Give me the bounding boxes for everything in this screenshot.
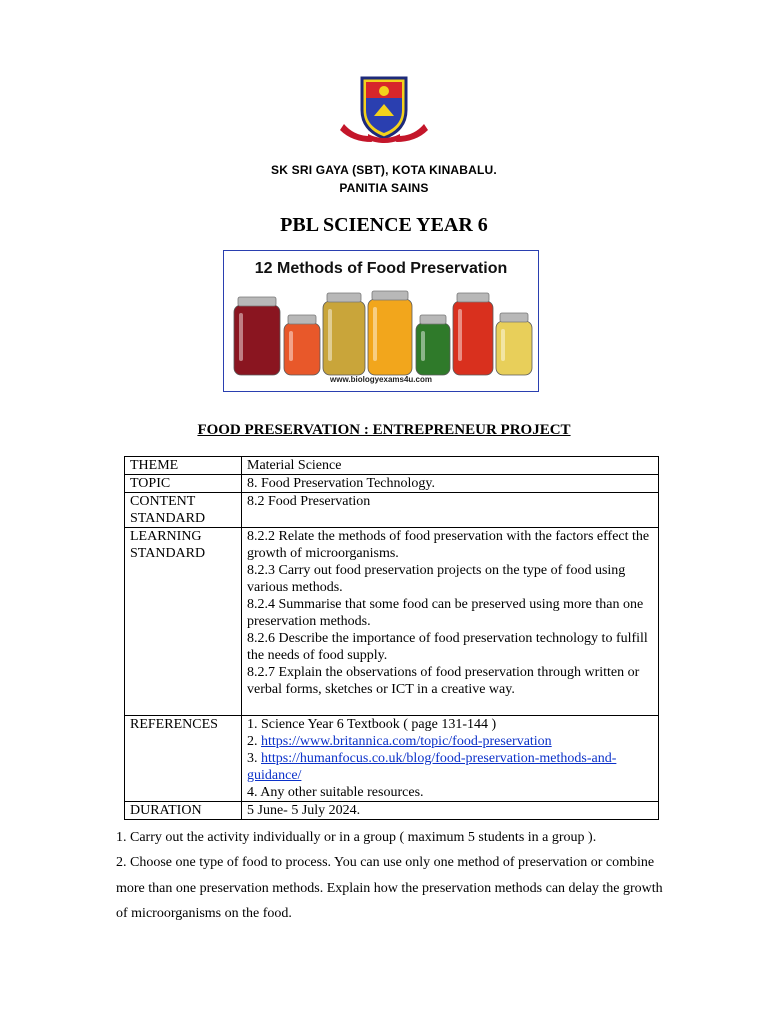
project-info-table [124,456,659,820]
jar-1 [234,297,280,375]
school-name: SK SRI GAYA (SBT), KOTA KINABALU. [271,163,497,177]
reference-text: 3. [247,751,261,766]
row-label: DURATION [125,802,242,820]
instruction-2: 2. Choose one type of food to process. You can use only one method of preservation or combine more than one preservation methods. Explain how the preservation methods can delay the growth of microorganisms on the food. [116,855,663,921]
jar-2 [284,315,320,375]
document-title: PBL SCIENCE YEAR 6 [280,214,488,236]
instruction-1: 1. Carry out the activity individually or in a group ( maximum 5 students in a group ). [116,830,597,845]
row-value [242,528,659,716]
row-value-line: 8.2 Food Preservation [247,494,371,509]
jar-3 [323,293,365,375]
row-value-line: 8.2.6 Describe the importance of food preservation technology to fulfill the needs of food supply. [247,631,648,663]
row-value-line: 8.2.3 Carry out food preservation projects on the type of food using various methods. [247,563,626,595]
jar-4 [368,291,412,375]
table-row-duration [125,802,659,820]
row-value-line: 8.2.4 Summarise that some food can be preserved using more than one preservation methods. [247,597,644,629]
reference-item [247,784,653,801]
row-value [242,475,659,493]
reference-link[interactable]: https://www.britannica.com/topic/food-preservation [261,734,552,749]
table-row-content-standard [125,493,659,528]
row-label: LEARNING STANDARD [125,528,242,716]
school-crest-logo [340,76,428,144]
row-label: THEME [125,457,242,475]
row-value [242,457,659,475]
table-row-theme [125,457,659,475]
table-row-references [125,716,659,802]
reference-item[interactable] [247,750,653,784]
row-label: CONTENT STANDARD [125,493,242,528]
reference-item [247,716,653,733]
jar-6 [453,293,493,375]
reference-link[interactable]: https://humanfocus.co.uk/blog/food-preservation-methods-and-guidance/ [247,751,617,783]
jar-7 [496,313,532,375]
table-row-topic [125,475,659,493]
table-row-learning-standard [125,528,659,716]
row-value [242,716,659,802]
row-value-line: 8.2.2 Relate the methods of food preservation with the factors effect the growth of microorganisms. [247,529,650,561]
row-value-line: 5 June- 5 July 2024. [247,803,361,818]
reference-text: 2. [247,734,261,749]
banner-title: 12 Methods of Food Preservation [254,260,508,277]
reference-text: 4. Any other suitable resources. [247,785,424,800]
section-heading: FOOD PRESERVATION : ENTREPRENEUR PROJECT [197,422,571,438]
row-value [242,493,659,528]
row-label: REFERENCES [125,716,242,802]
jar-5 [416,315,450,375]
reference-text: 1. Science Year 6 Textbook ( page 131-144 ) [247,717,497,732]
row-value-line: Material Science [247,458,342,473]
row-value-line: 8.2.7 Explain the observations of food preservation through written or verbal forms, sketches or ICT in a creative way. [247,665,640,697]
row-value [242,802,659,820]
banner-credit: www.biologyexams4u.com [330,375,432,384]
row-label: TOPIC [125,475,242,493]
reference-item[interactable] [247,733,653,750]
department-name: PANITIA SAINS [339,181,429,195]
food-preservation-banner [223,250,539,392]
row-value-line: 8. Food Preservation Technology. [247,476,435,491]
